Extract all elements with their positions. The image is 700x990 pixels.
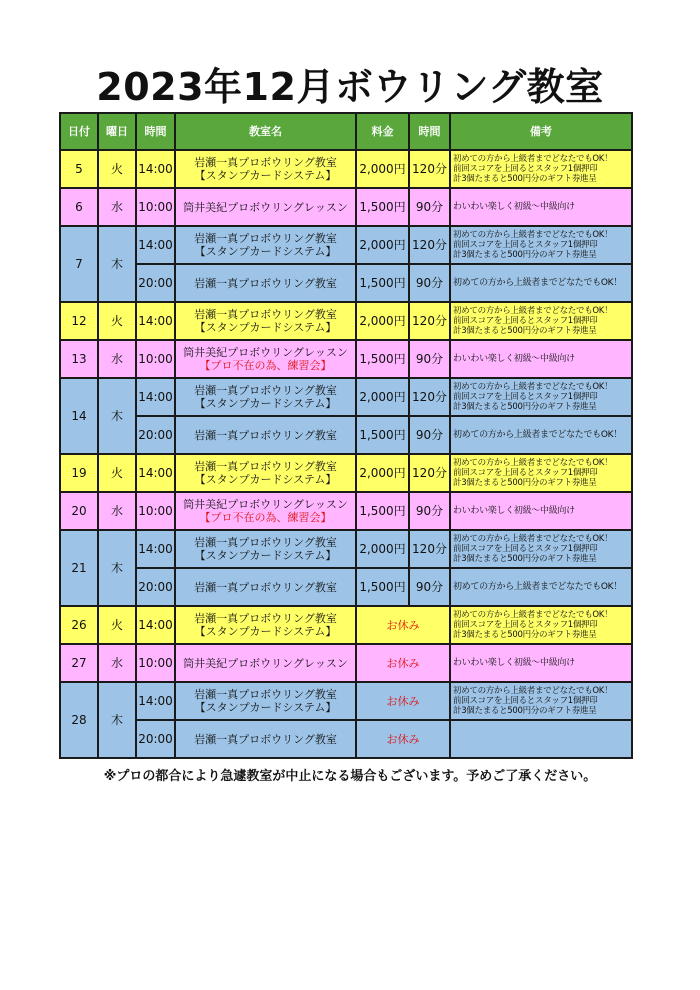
class-name-line: 【スタンプカードシステム】	[194, 397, 337, 410]
duration-cell: 90分	[409, 492, 450, 530]
price-cell: 1,500円	[356, 264, 409, 302]
date-cell: 21	[60, 530, 98, 606]
duration-cell: 120分	[409, 226, 450, 264]
price-cell: 1,500円	[356, 568, 409, 606]
notes-line: 前回スコアを上回るとスタッフ1個押印	[453, 164, 598, 174]
date-cell: 20	[60, 492, 98, 530]
date-cell: 27	[60, 644, 98, 682]
class-status-note: 【プロ不在の為、練習会】	[199, 359, 332, 372]
header-date: 日付	[60, 113, 98, 150]
table-row	[60, 720, 632, 758]
time-cell: 20:00	[136, 720, 175, 758]
weekday-cell: 火	[98, 302, 136, 340]
date-cell: 5	[60, 150, 98, 188]
table-row	[60, 302, 632, 340]
closed-cell: お休み	[356, 644, 450, 682]
price-cell: 2,000円	[356, 150, 409, 188]
notes-cell	[450, 226, 632, 264]
time-cell: 10:00	[136, 340, 175, 378]
class-name-cell	[175, 378, 356, 416]
notes-cell	[450, 416, 632, 454]
class-name-cell	[175, 568, 356, 606]
class-name-cell	[175, 454, 356, 492]
notes-line: 前回スコアを上回るとスタッフ1個押印	[453, 316, 598, 326]
weekday-cell: 木	[98, 530, 136, 606]
class-name-cell	[175, 302, 356, 340]
notes-cell	[450, 340, 632, 378]
class-name-line: 【スタンプカードシステム】	[194, 245, 337, 258]
notes-line: わいわい楽しく初級～中級向け	[453, 506, 575, 516]
weekday-cell: 火	[98, 606, 136, 644]
notes-cell	[450, 644, 632, 682]
class-name-line: 岩瀬一真プロボウリング教室	[194, 384, 337, 397]
class-name-cell	[175, 682, 356, 720]
date-cell: 19	[60, 454, 98, 492]
header-price: 料金	[356, 113, 409, 150]
class-name-line: 岩瀬一真プロボウリング教室	[194, 308, 337, 321]
header-notes: 備考	[450, 113, 632, 150]
class-name-line: 【スタンプカードシステム】	[194, 169, 337, 182]
class-name-line: 岩瀬一真プロボウリング教室	[194, 428, 337, 442]
notes-line: 計3個たまると500円分のギフト券進呈	[453, 554, 597, 564]
duration-cell: 90分	[409, 340, 450, 378]
time-cell: 14:00	[136, 606, 175, 644]
table-row	[60, 644, 632, 682]
price-cell: 1,500円	[356, 416, 409, 454]
notes-line: 計3個たまると500円分のギフト券進呈	[453, 250, 597, 260]
notes-line: 前回スコアを上回るとスタッフ1個押印	[453, 240, 598, 250]
class-name-cell	[175, 226, 356, 264]
time-cell: 14:00	[136, 682, 175, 720]
time-cell: 20:00	[136, 568, 175, 606]
header-time: 時間	[136, 113, 175, 150]
class-name-line: 【スタンプカードシステム】	[194, 701, 337, 714]
closed-cell: お休み	[356, 606, 450, 644]
class-name-line: 岩瀬一真プロボウリング教室	[194, 580, 337, 594]
date-cell: 12	[60, 302, 98, 340]
notes-line: 初めての方から上級者までどなたでもOK！	[453, 306, 613, 316]
date-cell: 28	[60, 682, 98, 758]
date-cell: 7	[60, 226, 98, 302]
class-name-line: 岩瀬一真プロボウリング教室	[194, 460, 337, 473]
notes-line: 前回スコアを上回るとスタッフ1個押印	[453, 696, 598, 706]
price-cell: 2,000円	[356, 226, 409, 264]
class-name-line: 岩瀬一真プロボウリング教室	[194, 536, 337, 549]
class-name-cell	[175, 340, 356, 378]
notes-line: 前回スコアを上回るとスタッフ1個押印	[453, 392, 598, 402]
time-cell: 14:00	[136, 226, 175, 264]
date-cell: 26	[60, 606, 98, 644]
notes-line: 初めての方から上級者までどなたでもOK！	[453, 430, 622, 440]
time-cell: 14:00	[136, 454, 175, 492]
weekday-cell: 水	[98, 340, 136, 378]
class-name-line: 岩瀬一真プロボウリング教室	[194, 612, 337, 625]
notes-cell	[450, 150, 632, 188]
notes-line: 前回スコアを上回るとスタッフ1個押印	[453, 468, 598, 478]
weekday-cell: 水	[98, 188, 136, 226]
class-status-note: 【プロ不在の為、練習会】	[199, 511, 332, 524]
class-name-cell	[175, 150, 356, 188]
time-cell: 10:00	[136, 188, 175, 226]
duration-cell: 90分	[409, 264, 450, 302]
notes-line: 計3個たまると500円分のギフト券進呈	[453, 630, 597, 640]
price-cell: 1,500円	[356, 492, 409, 530]
class-name-line: 【スタンプカードシステム】	[194, 473, 337, 486]
notes-cell	[450, 264, 632, 302]
class-name-line: 【スタンプカードシステム】	[194, 321, 337, 334]
price-cell: 2,000円	[356, 378, 409, 416]
notes-line: 初めての方から上級者までどなたでもOK！	[453, 686, 613, 696]
class-name-cell	[175, 188, 356, 226]
price-cell: 1,500円	[356, 188, 409, 226]
time-cell: 14:00	[136, 378, 175, 416]
duration-cell: 120分	[409, 150, 450, 188]
duration-cell: 120分	[409, 378, 450, 416]
header-class-name: 教室名	[175, 113, 356, 150]
notes-cell	[450, 188, 632, 226]
time-cell: 14:00	[136, 530, 175, 568]
table-row	[60, 264, 632, 302]
notes-cell	[450, 682, 632, 720]
table-row	[60, 682, 632, 720]
notes-line: 前回スコアを上回るとスタッフ1個押印	[453, 620, 598, 630]
notes-line: 前回スコアを上回るとスタッフ1個押印	[453, 544, 598, 554]
duration-cell: 90分	[409, 568, 450, 606]
date-cell: 13	[60, 340, 98, 378]
class-name-line: 【スタンプカードシステム】	[194, 625, 337, 638]
time-cell: 10:00	[136, 644, 175, 682]
notes-line: 計3個たまると500円分のギフト券進呈	[453, 706, 597, 716]
weekday-cell: 木	[98, 226, 136, 302]
notes-line: 初めての方から上級者までどなたでもOK！	[453, 534, 613, 544]
notes-line: 計3個たまると500円分のギフト券進呈	[453, 326, 597, 336]
class-name-line: 岩瀬一真プロボウリング教室	[194, 688, 337, 701]
closed-cell: お休み	[356, 720, 450, 758]
date-cell: 14	[60, 378, 98, 454]
notes-line: わいわい楽しく初級～中級向け	[453, 354, 575, 364]
table-header-row	[60, 113, 632, 150]
time-cell: 10:00	[136, 492, 175, 530]
class-name-line: 岩瀬一真プロボウリング教室	[194, 732, 337, 746]
class-name-cell	[175, 492, 356, 530]
notes-line: 初めての方から上級者までどなたでもOK！	[453, 610, 613, 620]
price-cell: 2,000円	[356, 530, 409, 568]
weekday-cell: 水	[98, 492, 136, 530]
weekday-cell: 木	[98, 378, 136, 454]
class-name-line: 筒井美紀プロボウリングレッスン	[183, 498, 348, 511]
table-row	[60, 188, 632, 226]
page-title: 2023年12月ボウリング教室	[96, 65, 604, 109]
notes-line: 初めての方から上級者までどなたでもOK！	[453, 154, 613, 164]
weekday-cell: 火	[98, 454, 136, 492]
notes-cell	[450, 568, 632, 606]
notes-line: 計3個たまると500円分のギフト券進呈	[453, 402, 597, 412]
time-cell: 14:00	[136, 150, 175, 188]
class-name-cell	[175, 606, 356, 644]
price-cell: 1,500円	[356, 340, 409, 378]
duration-cell: 120分	[409, 454, 450, 492]
notes-line: 計3個たまると500円分のギフト券進呈	[453, 174, 597, 184]
weekday-cell: 木	[98, 682, 136, 758]
header-duration: 時間	[409, 113, 450, 150]
table-row	[60, 150, 632, 188]
class-name-cell	[175, 264, 356, 302]
notes-line: 初めての方から上級者までどなたでもOK！	[453, 382, 613, 392]
weekday-cell: 火	[98, 150, 136, 188]
schedule-table	[59, 112, 633, 759]
notes-line: 初めての方から上級者までどなたでもOK！	[453, 278, 622, 288]
notes-line: 計3個たまると500円分のギフト券進呈	[453, 478, 597, 488]
table-row	[60, 492, 632, 530]
table-row	[60, 568, 632, 606]
closed-cell: お休み	[356, 682, 450, 720]
table-row	[60, 606, 632, 644]
class-name-line: 岩瀬一真プロボウリング教室	[194, 232, 337, 245]
time-cell: 20:00	[136, 264, 175, 302]
table-row	[60, 454, 632, 492]
class-name-line: 岩瀬一真プロボウリング教室	[194, 156, 337, 169]
time-cell: 20:00	[136, 416, 175, 454]
class-name-line: 岩瀬一真プロボウリング教室	[194, 276, 337, 290]
header-day: 曜日	[98, 113, 136, 150]
weekday-cell: 水	[98, 644, 136, 682]
notes-line: 初めての方から上級者までどなたでもOK！	[453, 458, 613, 468]
notes-line: わいわい楽しく初級～中級向け	[453, 658, 575, 668]
class-name-line: 【スタンプカードシステム】	[194, 549, 337, 562]
notes-cell	[450, 302, 632, 340]
class-name-line: 筒井美紀プロボウリングレッスン	[183, 346, 348, 359]
notes-cell	[450, 454, 632, 492]
notes-cell	[450, 378, 632, 416]
date-cell: 6	[60, 188, 98, 226]
notes-line: わいわい楽しく初級～中級向け	[453, 202, 575, 212]
footnote: ※プロの都合により急遽教室が中止になる場合もございます。予めご了承ください。	[103, 769, 597, 784]
time-cell: 14:00	[136, 302, 175, 340]
table-row	[60, 378, 632, 416]
notes-cell	[450, 492, 632, 530]
class-name-line: 筒井美紀プロボウリングレッスン	[183, 656, 348, 670]
table-row	[60, 340, 632, 378]
class-name-cell	[175, 530, 356, 568]
table-row	[60, 530, 632, 568]
table-row	[60, 226, 632, 264]
notes-line: 初めての方から上級者までどなたでもOK！	[453, 582, 622, 592]
class-name-cell	[175, 720, 356, 758]
price-cell: 2,000円	[356, 454, 409, 492]
class-name-line: 筒井美紀プロボウリングレッスン	[183, 200, 348, 214]
notes-line: 初めての方から上級者までどなたでもOK！	[453, 230, 613, 240]
notes-cell	[450, 720, 632, 758]
duration-cell: 120分	[409, 530, 450, 568]
class-name-cell	[175, 644, 356, 682]
table-row	[60, 416, 632, 454]
duration-cell: 90分	[409, 416, 450, 454]
notes-cell	[450, 606, 632, 644]
duration-cell: 120分	[409, 302, 450, 340]
class-name-cell	[175, 416, 356, 454]
duration-cell: 90分	[409, 188, 450, 226]
notes-cell	[450, 530, 632, 568]
price-cell: 2,000円	[356, 302, 409, 340]
